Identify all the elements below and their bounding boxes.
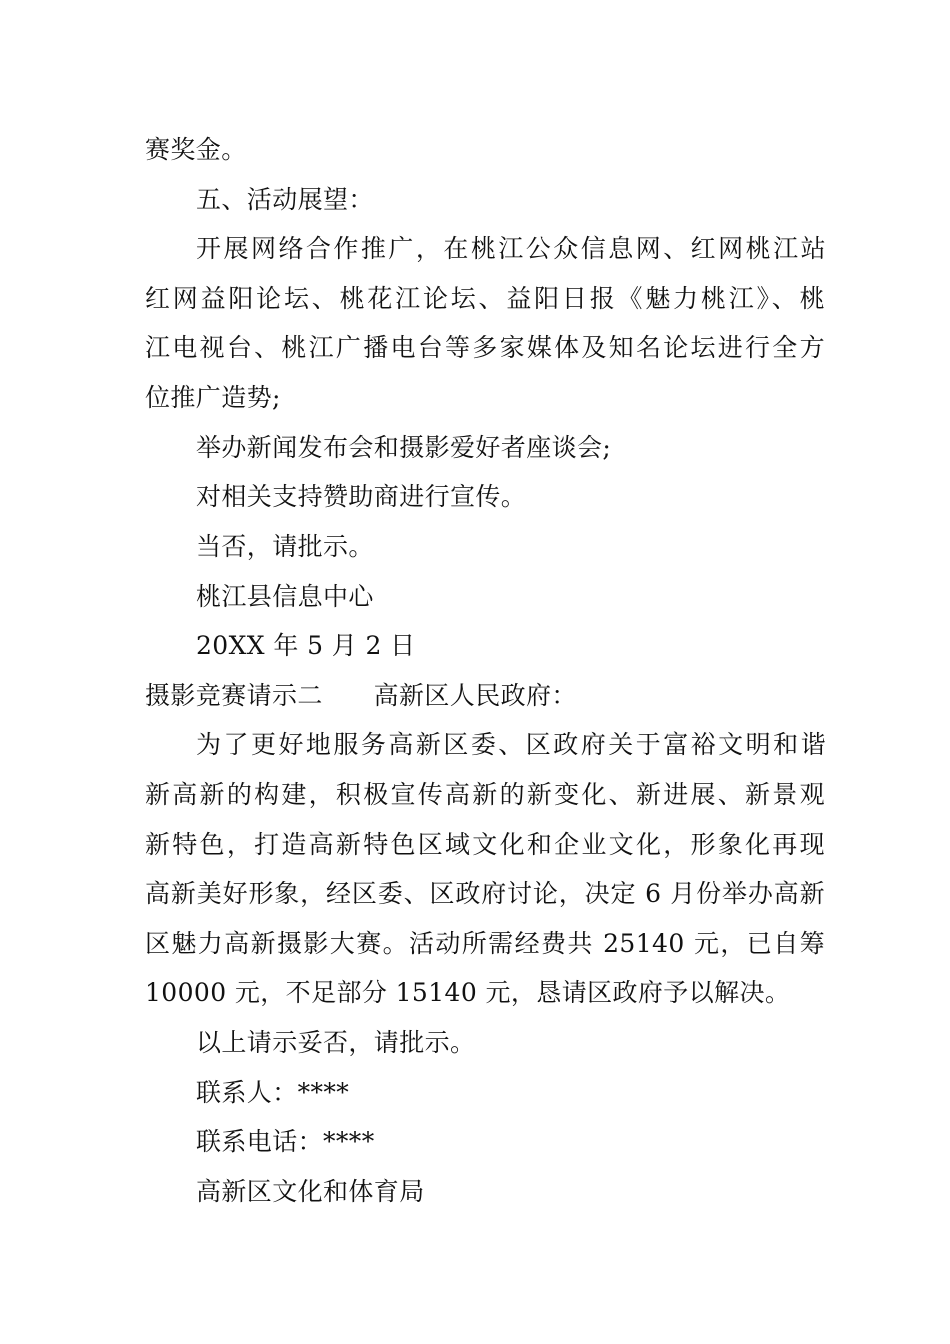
text-line: 区魅力高新摄影大赛。活动所需经费共 25140 元，已自筹 <box>145 929 825 958</box>
text-line: 高新美好形象，经区委、区政府讨论，决定 6 月份举办高新 <box>145 879 825 908</box>
text-line: 江电视台、桃江广播电台等多家媒体及知名论坛进行全方 <box>145 333 825 362</box>
text-line: 新高新的构建，积极宣传高新的新变化、新进展、新景观 <box>145 780 825 809</box>
contact-person: 联系人：**** <box>196 1078 350 1107</box>
text-line: 开展网络合作推广，在桃江公众信息网、红网桃江站 <box>196 234 826 263</box>
text-line: 对相关支持赞助商进行宣传。 <box>196 482 527 511</box>
date-line: 20XX 年 5 月 2 日 <box>196 631 416 660</box>
text-line: 10000 元，不足部分 15140 元，恳请区政府予以解决。 <box>145 978 791 1007</box>
text-line: 位推广造势; <box>145 383 281 412</box>
text-line: 当否，请批示。 <box>196 532 374 561</box>
text-line: 为了更好地服务高新区委、区政府关于富裕文明和谐 <box>196 730 826 759</box>
signature-org: 高新区文化和体育局 <box>196 1177 425 1206</box>
text-line: 新特色，打造高新特色区域文化和企业文化，形象化再现 <box>145 830 825 859</box>
section-heading: 五、活动展望： <box>196 185 374 214</box>
text-line: 红网益阳论坛、桃花江论坛、益阳日报《魅力桃江》、桃 <box>145 284 825 313</box>
text-line: 赛奖金。 <box>145 135 247 164</box>
signature-org: 桃江县信息中心 <box>196 582 374 611</box>
contact-phone: 联系电话：**** <box>196 1127 375 1156</box>
text-line: 举办新闻发布会和摄影爱好者座谈会; <box>196 433 612 462</box>
text-line: 以上请示妥否，请批示。 <box>196 1028 476 1057</box>
section-title: 摄影竞赛请示二 高新区人民政府： <box>145 681 577 710</box>
